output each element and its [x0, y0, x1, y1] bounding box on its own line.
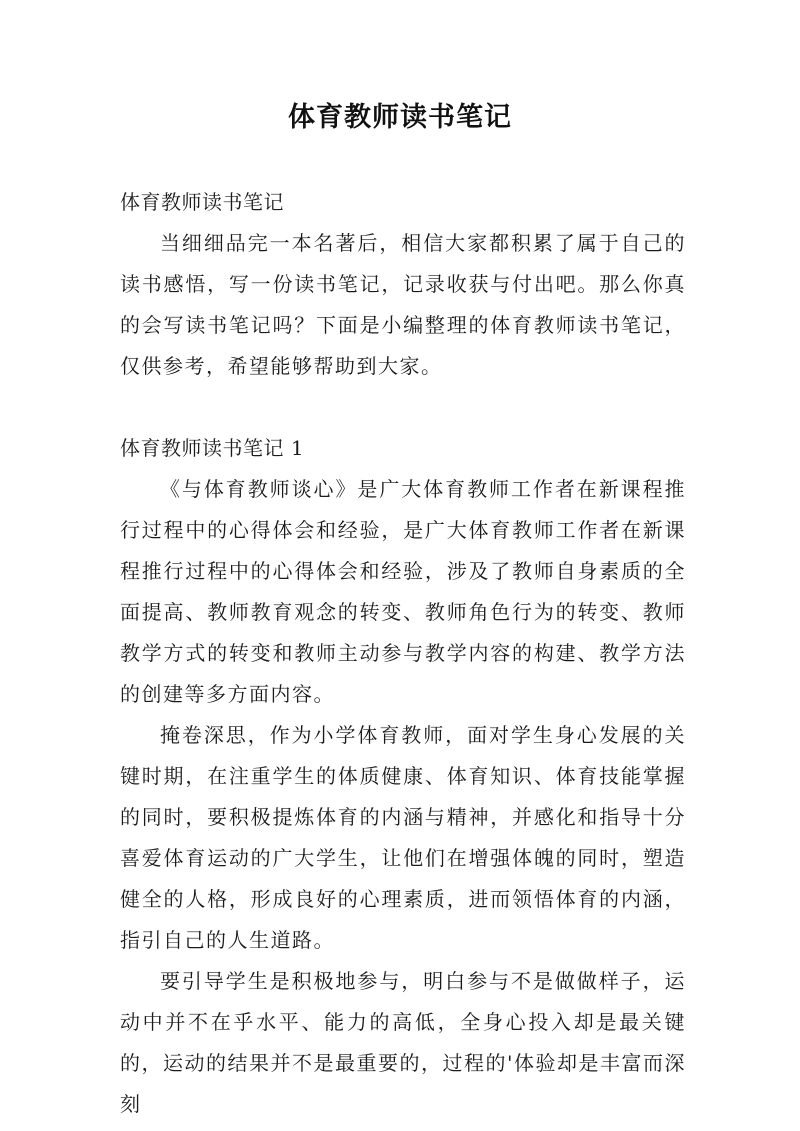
intro-heading: 体育教师读书笔记 [120, 190, 284, 214]
document-title: 体育教师读书笔记 [288, 102, 512, 133]
body-paragraph-3: 要引导学生是积极地参与，明白参与不是做做样子，运动中并不在乎水平、能力的高低，全身心投入却是最关键的，运动的结果并不是最重要的，过程的'体验却是丰富而深刻 [120, 969, 686, 1116]
intro-paragraph: 当细细品完一本名著后，相信大家都积累了属于自己的读书感悟，写一份读书笔记，记录收获与付出吧。那么你真的会写读书笔记吗？下面是小编整理的体育教师读书笔记，仅供参考，希望能够帮助到大家。 [120, 231, 686, 378]
document-body [120, 182, 686, 1125]
body-paragraph-1: 《与体育教师谈心》是广大体育教师工作者在新课程推行过程中的心得体会和经验，是广大体育教师工作者在新课程推行过程中的心得体会和经验，涉及了教师自身素质的全面提高、教师教育观念的转变、教师角色行为的转变、教师教学方式的转变和教师主动参与教学内容的构建、教学方法的创建等多方面内容。 [120, 477, 686, 706]
paragraph-spacer [120, 387, 686, 428]
body-paragraph-2: 掩卷深思，作为小学体育教师，面对学生身心发展的关键时期，在注重学生的体质健康、体育知识、体育技能掌握的同时，要积极提炼体育的内涵与精神，并感化和指导十分喜爱体育运动的广大学生，让他们在增强体魄的同时，塑造健全的人格，形成良好的心理素质，进而领悟体育的内涵，指引自己的人生道路。 [120, 723, 686, 952]
section-heading: 体育教师读书笔记 1 [120, 436, 305, 460]
